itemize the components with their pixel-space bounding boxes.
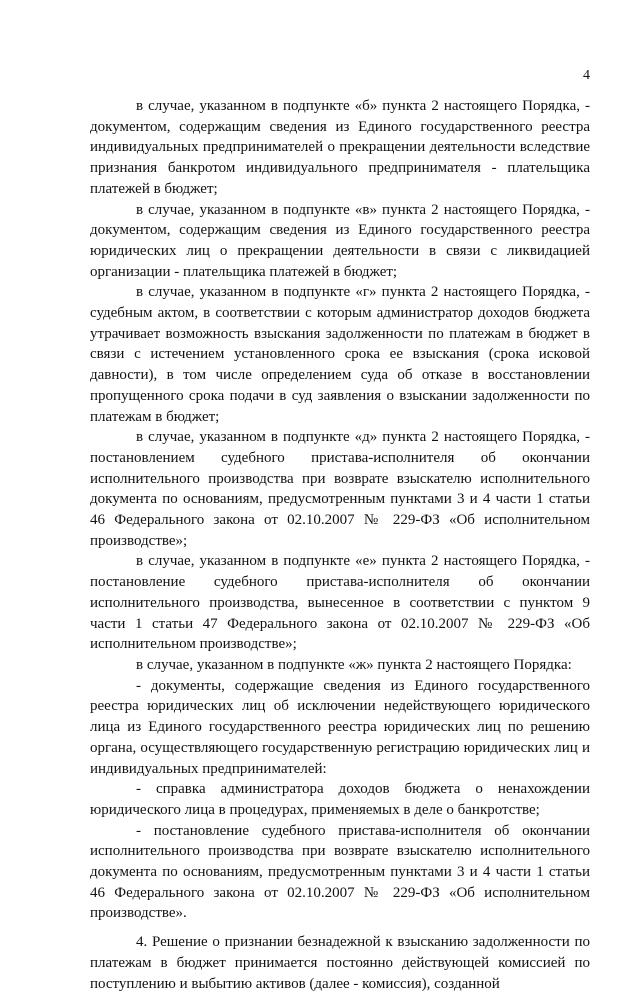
document-body xyxy=(90,96,590,994)
list-item-bailiff-resolution: - постановление судебного пристава-исполнителя об окончании исполнительного производства при возврате взыскателю исполнительного документа по основаниям, предусмотренным пунктами 3 и 4 части 1 статьи 46 Федерального закона от 02.10.2007 № 229-ФЗ «Об исполнительном производстве». xyxy=(90,822,590,922)
paragraph-point-4: 4. Решение о признании безнадежной к взысканию задолженности по платежам в бюджет принимается постоянно действующей комиссией по поступлению и выбытию активов (далее - комиссия), созданной xyxy=(90,934,590,992)
paragraph-subpoint-zh: в случае, указанном в подпункте «ж» пункта 2 настоящего Порядка: xyxy=(136,656,572,673)
paragraph-subpoint-g: в случае, указанном в подпункте «г» пункта 2 настоящего Порядка, - судебным актом, в соответствии с которым администратор доходов бюджета утрачивает возможность взыскания задолженности по платежам в бюджет в связи с истечением установленного срока ее взыскания (срока исковой давности), в том числе определением суда об отказе в восстановлении пропущенного срока подачи в суд заявления о взыскании задолженности по платежам в бюджет; xyxy=(90,284,590,425)
paragraph-subpoint-d: в случае, указанном в подпункте «д» пункта 2 настоящего Порядка, - постановлением судебного пристава-исполнителя об окончании исполнительного производства при возврате взыскателю исполнительного документа по основаниям, предусмотренным пунктами 3 и 4 части 1 статьи 46 Федерального закона от 02.10.2007 № 229-ФЗ «Об исполнительном производстве»; xyxy=(90,429,590,549)
list-item-registry-documents: - документы, содержащие сведения из Единого государственного реестра юридических лиц об исключении недействующего юридического лица из Единого государственного реестра юридических лиц по решению органа, осуществляющего государственную регистрацию юридических лиц и индивидуальных предпринимателей: xyxy=(90,677,590,777)
paragraph-subpoint-b: в случае, указанном в подпункте «б» пункта 2 настоящего Порядка, - документом, содержащим сведения из Единого государственного реестра индивидуальных предпринимателей о прекращении деятельности вследствие признания банкротом индивидуального предпринимателя - плательщика платежей в бюджет; xyxy=(90,98,590,197)
paragraph-subpoint-v: в случае, указанном в подпункте «в» пункта 2 настоящего Порядка, - документом, содержащим сведения из Единого государственного реестра юридических лиц о прекращении деятельности в связи с ликвидацией организации - плательщика платежей в бюджет; xyxy=(90,201,590,280)
list-item-administrator-certificate: - справка администратора доходов бюджета о ненахождении юридического лица в процедурах, применяемых в деле о банкротстве; xyxy=(90,781,590,818)
paragraph-subpoint-e: в случае, указанном в подпункте «е» пункта 2 настоящего Порядка, - постановление судебного пристава-исполнителя об окончании исполнительного производства, вынесенное в соответствии с пунктом 9 части 1 статьи 47 Федерального закона от 02.10.2007 № 229-ФЗ «Об исполнительном производстве»; xyxy=(90,553,590,653)
page-number: 4 xyxy=(583,68,590,83)
